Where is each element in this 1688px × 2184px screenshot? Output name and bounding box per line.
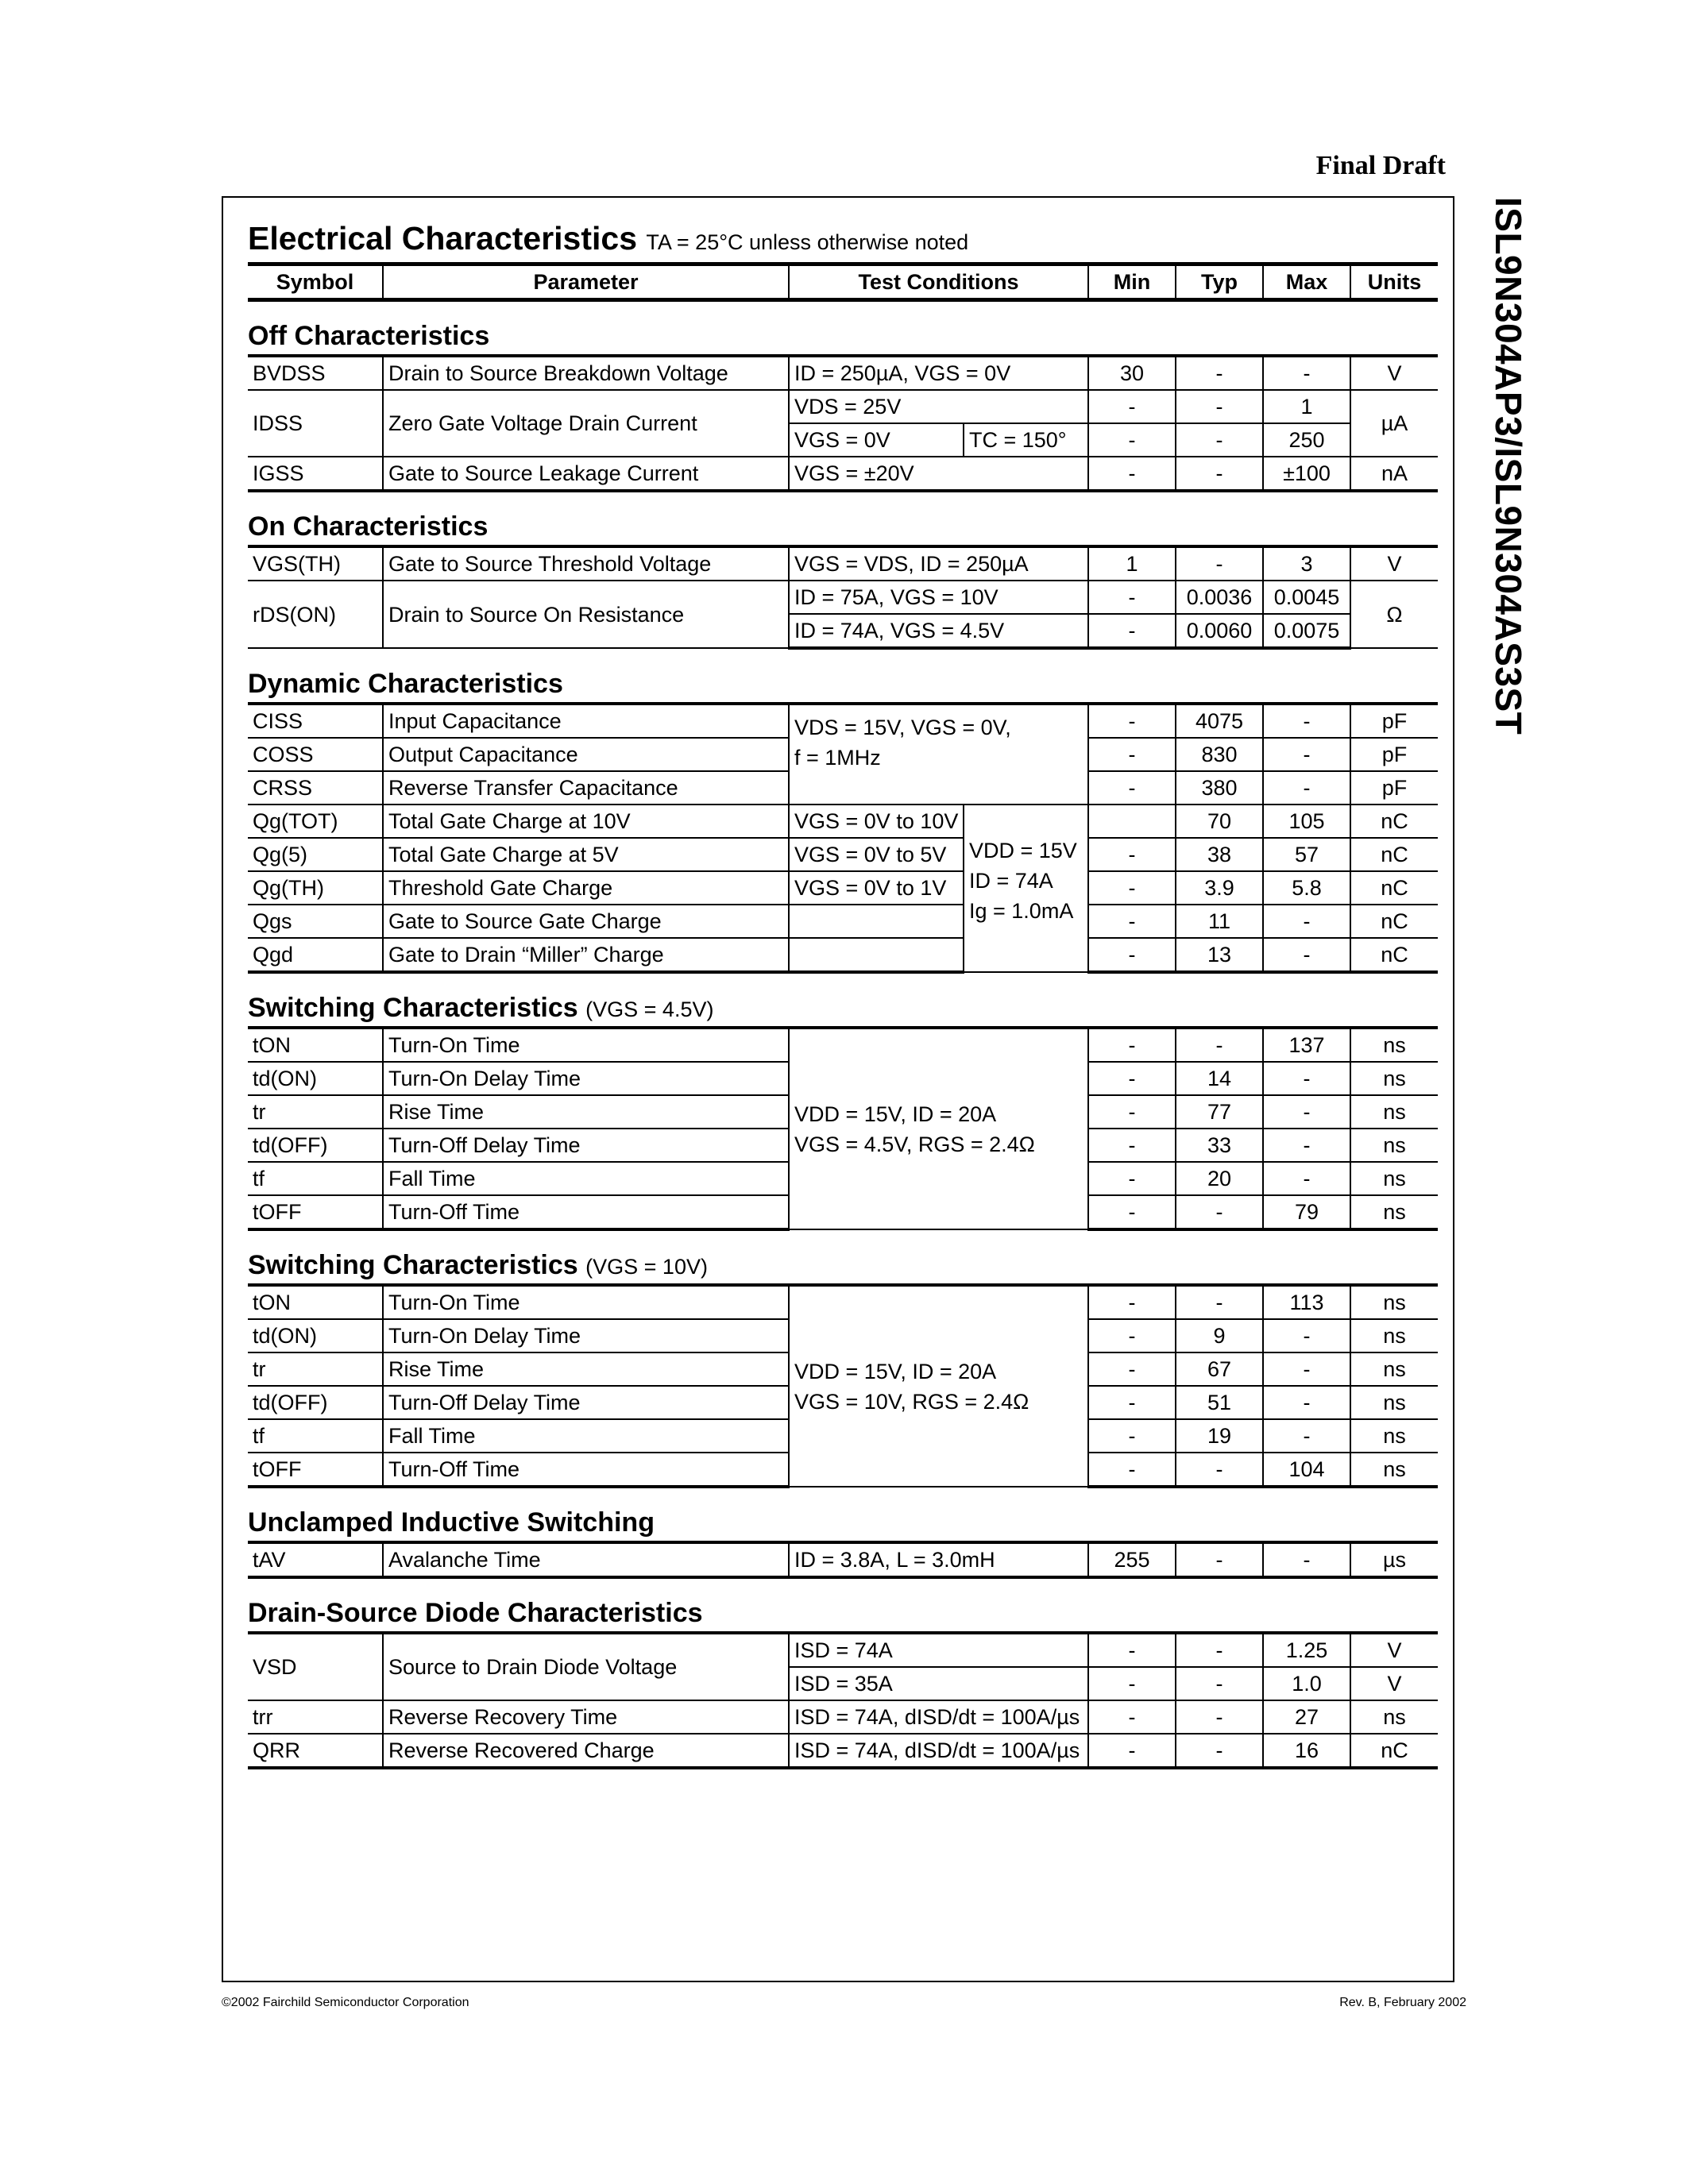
- parameter-cell: Drain to Source Breakdown Voltage: [383, 356, 789, 390]
- table-row: [248, 1633, 1438, 1667]
- table-off: [248, 354, 1438, 492]
- symbol-cell: Qg(TOT): [248, 805, 383, 838]
- max-cell: 27: [1263, 1700, 1350, 1734]
- switching-conditions: [789, 1285, 1088, 1487]
- cond-line: f = 1MHz: [794, 746, 881, 770]
- conditions-cell: VGS = 0V to 5V: [789, 838, 964, 871]
- max-cell: -: [1263, 1162, 1350, 1195]
- symbol-cell: VGS(TH): [248, 546, 383, 581]
- max-cell: 137: [1263, 1028, 1350, 1062]
- symbol-cell: Qgd: [248, 938, 383, 972]
- units-cell: nC: [1350, 805, 1438, 838]
- conditions-cell: VGS = 0V to 1V: [789, 871, 964, 905]
- conditions-cell: VGS = ±20V: [789, 457, 1088, 491]
- table-row: [248, 938, 1438, 972]
- max-cell: -: [1263, 938, 1350, 972]
- table-on: [248, 545, 1438, 650]
- section-title-note: (VGS = 10V): [585, 1255, 708, 1279]
- cond-line: VDS = 15V, VGS = 0V,: [794, 716, 1011, 739]
- footer-copyright: ©2002 Fairchild Semiconductor Corporation: [222, 1996, 469, 2009]
- symbol-cell: td(ON): [248, 1062, 383, 1095]
- table-row: [248, 1542, 1438, 1577]
- column-header-table: [248, 262, 1438, 302]
- table-row: [248, 871, 1438, 905]
- parameter-cell: Turn-Off Time: [383, 1453, 789, 1487]
- min-cell: [1088, 805, 1176, 838]
- units-cell: ns: [1350, 1700, 1438, 1734]
- units-cell: V: [1350, 356, 1438, 390]
- typ-cell: -: [1176, 423, 1263, 457]
- table-row: [248, 838, 1438, 871]
- parameter-cell: Reverse Transfer Capacitance: [383, 771, 789, 805]
- parameter-cell: Gate to Source Leakage Current: [383, 457, 789, 491]
- symbol-cell: IDSS: [248, 390, 383, 457]
- parameter-cell: Turn-On Time: [383, 1028, 789, 1062]
- units-cell: ns: [1350, 1028, 1438, 1062]
- col-units: Units: [1350, 264, 1438, 300]
- typ-cell: 33: [1176, 1129, 1263, 1162]
- max-cell: -: [1263, 1419, 1350, 1453]
- conditions-cell: VGS = 0V to 10V: [789, 805, 964, 838]
- typ-cell: -: [1176, 1285, 1263, 1319]
- table-diode: [248, 1631, 1438, 1769]
- min-cell: -: [1088, 1386, 1176, 1419]
- typ-cell: -: [1176, 1734, 1263, 1768]
- max-cell: 5.8: [1263, 871, 1350, 905]
- symbol-cell: td(ON): [248, 1319, 383, 1352]
- min-cell: 255: [1088, 1542, 1176, 1577]
- typ-cell: 0.0036: [1176, 581, 1263, 614]
- table-row: [248, 1700, 1438, 1734]
- symbol-cell: QRR: [248, 1734, 383, 1768]
- conditions-cell: VGS = VDS, ID = 250µA: [789, 546, 1088, 581]
- typ-cell: 11: [1176, 905, 1263, 938]
- max-cell: -: [1263, 1095, 1350, 1129]
- min-cell: -: [1088, 457, 1176, 491]
- title-note: TA = 25°C unless otherwise noted: [646, 230, 969, 254]
- parameter-cell: Threshold Gate Charge: [383, 871, 789, 905]
- units-cell: nC: [1350, 1734, 1438, 1768]
- min-cell: -: [1088, 704, 1176, 738]
- table-row: [248, 805, 1438, 838]
- max-cell: -: [1263, 704, 1350, 738]
- table-row: [248, 1734, 1438, 1768]
- col-typ: Typ: [1176, 264, 1263, 300]
- max-cell: -: [1263, 1062, 1350, 1095]
- typ-cell: 77: [1176, 1095, 1263, 1129]
- units-cell: ns: [1350, 1195, 1438, 1229]
- min-cell: -: [1088, 1319, 1176, 1352]
- typ-cell: 380: [1176, 771, 1263, 805]
- parameter-cell: Fall Time: [383, 1162, 789, 1195]
- cond-line: ID = 74A: [969, 868, 1053, 893]
- typ-cell: -: [1176, 457, 1263, 491]
- parameter-cell: Drain to Source On Resistance: [383, 581, 789, 648]
- capacitance-conditions: [789, 704, 1088, 805]
- section-title-uis: Unclamped Inductive Switching: [248, 1507, 655, 1538]
- symbol-cell: Qg(5): [248, 838, 383, 871]
- min-cell: -: [1088, 1633, 1176, 1667]
- parameter-cell: Turn-On Delay Time: [383, 1062, 789, 1095]
- parameter-cell: Zero Gate Voltage Drain Current: [383, 390, 789, 457]
- conditions-cell: VGS = 0V: [789, 423, 964, 457]
- min-cell: -: [1088, 1062, 1176, 1095]
- min-cell: -: [1088, 871, 1176, 905]
- max-cell: -: [1263, 356, 1350, 390]
- min-cell: -: [1088, 1195, 1176, 1229]
- table-switching-10: [248, 1283, 1438, 1488]
- min-cell: -: [1088, 738, 1176, 771]
- min-cell: -: [1088, 390, 1176, 423]
- conditions-cell: [789, 938, 964, 972]
- symbol-cell: tf: [248, 1162, 383, 1195]
- conditions-cell: ID = 3.8A, L = 3.0mH: [789, 1542, 1088, 1577]
- typ-cell: -: [1176, 1667, 1263, 1700]
- typ-cell: -: [1176, 546, 1263, 581]
- max-cell: ±100: [1263, 457, 1350, 491]
- max-cell: -: [1263, 738, 1350, 771]
- col-max: Max: [1263, 264, 1350, 300]
- max-cell: -: [1263, 1352, 1350, 1386]
- section-title-text: Switching Characteristics: [248, 993, 578, 1023]
- units-cell: µA: [1350, 390, 1438, 457]
- max-cell: 250: [1263, 423, 1350, 457]
- typ-cell: -: [1176, 1028, 1263, 1062]
- min-cell: -: [1088, 1162, 1176, 1195]
- typ-cell: 830: [1176, 738, 1263, 771]
- parameter-cell: Gate to Drain “Miller” Charge: [383, 938, 789, 972]
- symbol-cell: tAV: [248, 1542, 383, 1577]
- units-cell: nC: [1350, 905, 1438, 938]
- units-cell: ns: [1350, 1453, 1438, 1487]
- typ-cell: 4075: [1176, 704, 1263, 738]
- parameter-cell: Turn-On Delay Time: [383, 1319, 789, 1352]
- symbol-cell: tON: [248, 1028, 383, 1062]
- units-cell: ns: [1350, 1285, 1438, 1319]
- symbol-cell: td(OFF): [248, 1386, 383, 1419]
- symbol-cell: COSS: [248, 738, 383, 771]
- min-cell: -: [1088, 1734, 1176, 1768]
- conditions-cell-2: TC = 150°: [964, 423, 1088, 457]
- units-cell: µs: [1350, 1542, 1438, 1577]
- section-title-note: (VGS = 4.5V): [585, 997, 714, 1021]
- max-cell: 57: [1263, 838, 1350, 871]
- units-cell: ns: [1350, 1352, 1438, 1386]
- symbol-cell: trr: [248, 1700, 383, 1734]
- symbol-cell: Qgs: [248, 905, 383, 938]
- cond-line: VDD = 15V, ID = 20A: [794, 1359, 997, 1383]
- typ-cell: 19: [1176, 1419, 1263, 1453]
- max-cell: 0.0075: [1263, 614, 1350, 648]
- typ-cell: 20: [1176, 1162, 1263, 1195]
- conditions-cell: ID = 74A, VGS = 4.5V: [789, 614, 1088, 648]
- conditions-cell: ISD = 74A, dISD/dt = 100A/µs: [789, 1734, 1088, 1768]
- parameter-cell: Rise Time: [383, 1352, 789, 1386]
- units-cell: pF: [1350, 704, 1438, 738]
- units-cell: V: [1350, 546, 1438, 581]
- symbol-cell: CISS: [248, 704, 383, 738]
- units-cell: ns: [1350, 1129, 1438, 1162]
- parameter-cell: Reverse Recovery Time: [383, 1700, 789, 1734]
- symbol-cell: VSD: [248, 1633, 383, 1700]
- typ-cell: -: [1176, 1195, 1263, 1229]
- conditions-cell: ID = 250µA, VGS = 0V: [789, 356, 1088, 390]
- max-cell: 1.25: [1263, 1633, 1350, 1667]
- cond-line: VGS = 10V, RGS = 2.4Ω: [794, 1389, 1029, 1414]
- col-test-conditions: Test Conditions: [789, 264, 1088, 300]
- typ-cell: 9: [1176, 1319, 1263, 1352]
- cond-line: Ig = 1.0mA: [969, 898, 1074, 923]
- min-cell: -: [1088, 1453, 1176, 1487]
- max-cell: 16: [1263, 1734, 1350, 1768]
- units-cell: pF: [1350, 771, 1438, 805]
- units-cell: ns: [1350, 1319, 1438, 1352]
- table-uis: [248, 1541, 1438, 1579]
- units-cell: Ω: [1350, 581, 1438, 648]
- symbol-cell: td(OFF): [248, 1129, 383, 1162]
- typ-cell: 14: [1176, 1062, 1263, 1095]
- units-cell: ns: [1350, 1095, 1438, 1129]
- typ-cell: 0.0060: [1176, 614, 1263, 648]
- max-cell: 1.0: [1263, 1667, 1350, 1700]
- symbol-cell: tf: [248, 1419, 383, 1453]
- units-cell: nC: [1350, 871, 1438, 905]
- typ-cell: -: [1176, 1633, 1263, 1667]
- symbol-cell: tr: [248, 1352, 383, 1386]
- cond-line: VDD = 15V: [969, 838, 1077, 862]
- max-cell: -: [1263, 771, 1350, 805]
- gate-charge-conditions: [964, 805, 1088, 972]
- footer-revision: Rev. B, February 2002: [1339, 1996, 1466, 2009]
- table-row: [248, 1028, 1438, 1062]
- min-cell: -: [1088, 905, 1176, 938]
- symbol-cell: tOFF: [248, 1453, 383, 1487]
- min-cell: -: [1088, 1700, 1176, 1734]
- col-symbol: Symbol: [248, 264, 383, 300]
- cond-line: VDD = 15V, ID = 20A: [794, 1102, 997, 1126]
- parameter-cell: Total Gate Charge at 5V: [383, 838, 789, 871]
- electrical-characteristics: [248, 214, 1438, 1769]
- title-text: Electrical Characteristics: [248, 220, 637, 257]
- units-cell: nC: [1350, 938, 1438, 972]
- symbol-cell: BVDSS: [248, 356, 383, 390]
- parameter-cell: Turn-On Time: [383, 1285, 789, 1319]
- typ-cell: 51: [1176, 1386, 1263, 1419]
- table-dynamic: [248, 702, 1438, 974]
- units-cell: V: [1350, 1633, 1438, 1667]
- typ-cell: -: [1176, 1542, 1263, 1577]
- units-cell: pF: [1350, 738, 1438, 771]
- parameter-cell: Output Capacitance: [383, 738, 789, 771]
- min-cell: -: [1088, 1419, 1176, 1453]
- parameter-cell: Total Gate Charge at 10V: [383, 805, 789, 838]
- units-cell: nC: [1350, 838, 1438, 871]
- units-cell: ns: [1350, 1162, 1438, 1195]
- section-title-diode: Drain-Source Diode Characteristics: [248, 1598, 703, 1628]
- part-number-vertical: [1488, 197, 1532, 816]
- typ-cell: -: [1176, 1453, 1263, 1487]
- table-row: [248, 704, 1438, 738]
- symbol-cell: tON: [248, 1285, 383, 1319]
- parameter-cell: Reverse Recovered Charge: [383, 1734, 789, 1768]
- max-cell: -: [1263, 1319, 1350, 1352]
- max-cell: -: [1263, 1129, 1350, 1162]
- symbol-cell: Qg(TH): [248, 871, 383, 905]
- final-draft-label: Final Draft: [1315, 151, 1446, 180]
- max-cell: 1: [1263, 390, 1350, 423]
- units-cell: V: [1350, 1667, 1438, 1700]
- symbol-cell: rDS(ON): [248, 581, 383, 648]
- min-cell: -: [1088, 581, 1176, 614]
- typ-cell: 3.9: [1176, 871, 1263, 905]
- max-cell: 105: [1263, 805, 1350, 838]
- min-cell: -: [1088, 1667, 1176, 1700]
- table-row: [248, 546, 1438, 581]
- typ-cell: 70: [1176, 805, 1263, 838]
- conditions-cell: ISD = 74A: [789, 1633, 1088, 1667]
- typ-cell: 38: [1176, 838, 1263, 871]
- units-cell: ns: [1350, 1386, 1438, 1419]
- parameter-cell: Input Capacitance: [383, 704, 789, 738]
- table-row: [248, 390, 1438, 423]
- min-cell: -: [1088, 1129, 1176, 1162]
- max-cell: 79: [1263, 1195, 1350, 1229]
- max-cell: 113: [1263, 1285, 1350, 1319]
- conditions-cell: ID = 75A, VGS = 10V: [789, 581, 1088, 614]
- page-title: [248, 214, 1438, 262]
- table-row: [248, 356, 1438, 390]
- units-cell: nA: [1350, 457, 1438, 491]
- units-cell: ns: [1350, 1419, 1438, 1453]
- table-row: [248, 581, 1438, 614]
- conditions-cell: [789, 905, 964, 938]
- max-cell: 0.0045: [1263, 581, 1350, 614]
- min-cell: -: [1088, 1095, 1176, 1129]
- max-cell: -: [1263, 1386, 1350, 1419]
- min-cell: -: [1088, 1352, 1176, 1386]
- parameter-cell: Fall Time: [383, 1419, 789, 1453]
- conditions-cell: VDS = 25V: [789, 390, 1088, 423]
- parameter-cell: Rise Time: [383, 1095, 789, 1129]
- min-cell: 1: [1088, 546, 1176, 581]
- min-cell: -: [1088, 1028, 1176, 1062]
- cond-line: VGS = 4.5V, RGS = 2.4Ω: [794, 1132, 1035, 1156]
- min-cell: -: [1088, 838, 1176, 871]
- min-cell: 30: [1088, 356, 1176, 390]
- parameter-cell: Gate to Source Threshold Voltage: [383, 546, 789, 581]
- section-title-dynamic: Dynamic Characteristics: [248, 669, 563, 699]
- max-cell: -: [1263, 905, 1350, 938]
- section-title-on: On Characteristics: [248, 511, 489, 542]
- symbol-cell: tOFF: [248, 1195, 383, 1229]
- typ-cell: 67: [1176, 1352, 1263, 1386]
- section-title-off: Off Characteristics: [248, 321, 490, 351]
- conditions-cell: ISD = 74A, dISD/dt = 100A/µs: [789, 1700, 1088, 1734]
- section-title-switching-10: [248, 1231, 1438, 1283]
- min-cell: -: [1088, 771, 1176, 805]
- symbol-cell: tr: [248, 1095, 383, 1129]
- max-cell: 3: [1263, 546, 1350, 581]
- units-cell: ns: [1350, 1062, 1438, 1095]
- min-cell: -: [1088, 1285, 1176, 1319]
- symbol-cell: CRSS: [248, 771, 383, 805]
- col-min: Min: [1088, 264, 1176, 300]
- typ-cell: -: [1176, 390, 1263, 423]
- typ-cell: 13: [1176, 938, 1263, 972]
- parameter-cell: Turn-Off Delay Time: [383, 1129, 789, 1162]
- parameter-cell: Source to Drain Diode Voltage: [383, 1633, 789, 1700]
- table-row: [248, 905, 1438, 938]
- min-cell: -: [1088, 938, 1176, 972]
- table-row: [248, 457, 1438, 491]
- switching-conditions: [789, 1028, 1088, 1229]
- min-cell: -: [1088, 423, 1176, 457]
- table-switching-45: [248, 1026, 1438, 1231]
- parameter-cell: Turn-Off Time: [383, 1195, 789, 1229]
- conditions-cell: ISD = 35A: [789, 1667, 1088, 1700]
- typ-cell: -: [1176, 1700, 1263, 1734]
- table-row: [248, 1285, 1438, 1319]
- max-cell: -: [1263, 1542, 1350, 1577]
- section-title-text: Switching Characteristics: [248, 1250, 578, 1280]
- typ-cell: -: [1176, 356, 1263, 390]
- parameter-cell: Avalanche Time: [383, 1542, 789, 1577]
- part-number-text: ISL9N304AP3/ISL9N304AS3ST: [1488, 197, 1529, 735]
- max-cell: 104: [1263, 1453, 1350, 1487]
- symbol-cell: IGSS: [248, 457, 383, 491]
- parameter-cell: Turn-Off Delay Time: [383, 1386, 789, 1419]
- min-cell: -: [1088, 614, 1176, 648]
- section-title-switching-45: [248, 974, 1438, 1026]
- col-parameter: Parameter: [383, 264, 789, 300]
- parameter-cell: Gate to Source Gate Charge: [383, 905, 789, 938]
